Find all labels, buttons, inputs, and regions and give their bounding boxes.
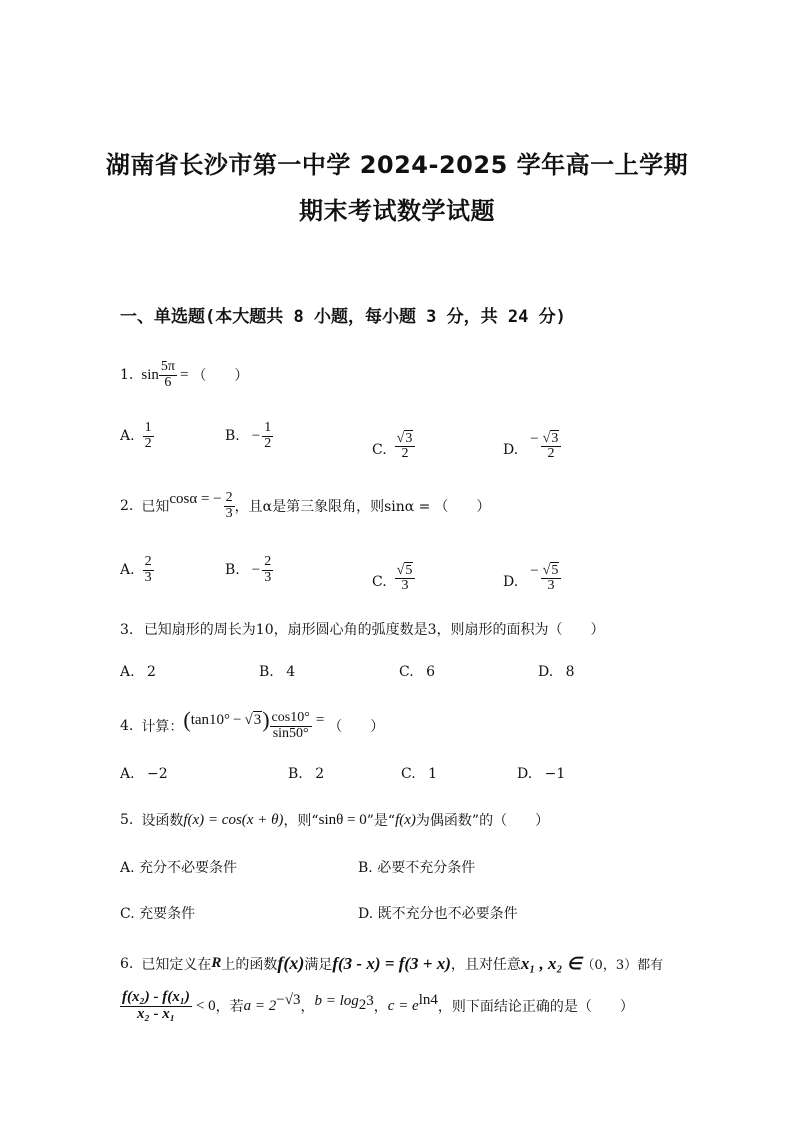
function-expression: f(x) xyxy=(277,953,305,973)
function-expression: f(x) = cos(x + θ) xyxy=(183,811,284,828)
stem-text: ”是“ xyxy=(366,813,396,829)
minus-sign: − xyxy=(251,561,261,578)
stem-text: ，若 xyxy=(215,999,244,1016)
question-stem: 已知扇形的周长为10，扇形圆心角的弧度数是3，则扇形的面积为（ ） xyxy=(143,622,605,638)
option-label: B. xyxy=(225,562,240,578)
fraction: $\frac{2}{3}$ xyxy=(225,489,233,521)
condition: sinθ = 0 xyxy=(318,811,367,828)
question-5 xyxy=(120,810,549,830)
log-argument: 3 xyxy=(366,992,374,1009)
option-value: $\frac{√5}{3}$ xyxy=(541,564,562,594)
question-number: 5. xyxy=(120,812,134,828)
option-c: C. 充要条件 xyxy=(120,906,196,922)
c-exponent: ln4 xyxy=(418,991,438,1008)
question-6 xyxy=(120,953,663,974)
question-3 xyxy=(120,619,605,639)
option-c xyxy=(372,544,415,594)
question-number: 2. xyxy=(120,498,134,514)
sin-func: sin xyxy=(141,366,159,383)
stem-text: 上的函数 xyxy=(221,956,278,973)
option-value: $\frac{1}{2}$ xyxy=(144,419,152,451)
option-value: $\frac{√5}{3}$ xyxy=(395,564,416,594)
option-c: C. 1 xyxy=(401,766,438,782)
question-4 xyxy=(120,704,384,748)
symmetry-equation: f(3 - x) = f(3 + x) xyxy=(332,953,451,973)
option-d: D. 既不充分也不必要条件 xyxy=(358,906,518,922)
question-stem xyxy=(141,360,248,390)
option-c xyxy=(372,412,415,462)
stem-text: ，则下面结论正确的是（ ） xyxy=(437,999,634,1016)
question-2 xyxy=(120,486,490,526)
minus-sign: − xyxy=(251,427,261,444)
option-a xyxy=(120,548,154,592)
option-label: D. xyxy=(503,574,519,590)
stem-text: 满足 xyxy=(304,956,333,973)
option-d: D. −1 xyxy=(517,766,566,782)
inequality: < 0 xyxy=(195,997,216,1014)
a-exponent: −√3 xyxy=(276,991,301,1008)
stem-text: ，则“ xyxy=(283,813,319,829)
paren-expression: ( tan10° − √3 ) xyxy=(183,707,270,732)
difference-quotient: $\frac{\text{f(x₂) - f(x₁)}}{\text{x₂ - x₁}}$ xyxy=(122,989,190,1022)
log-base: 2 xyxy=(358,996,367,1013)
option-label: D. xyxy=(503,442,519,458)
option-value: $\frac{2}{3}$ xyxy=(144,553,152,585)
question-number: 4. xyxy=(120,718,134,734)
document-title-line2: 期末考试数学试题 xyxy=(299,197,495,225)
a-definition: a = 2 xyxy=(243,997,277,1014)
answer-blank: （ ） xyxy=(328,719,385,735)
option-value: $\frac{√3}{2}$ xyxy=(395,432,416,462)
stem-text: 已知定义在 xyxy=(141,956,212,973)
section-heading: 一、单选题(本大题共 8 小题，每小题 3 分，共 24 分) xyxy=(120,307,566,327)
option-a: A. 充分不必要条件 xyxy=(120,860,238,876)
cos-expression: cosα = − xyxy=(169,490,222,507)
equals-sign: = xyxy=(315,711,325,728)
option-label: C. xyxy=(372,574,387,590)
option-b: B. 4 xyxy=(259,664,296,680)
option-label: A. xyxy=(120,562,135,578)
option-b xyxy=(225,414,273,458)
stem-text: ，且对任意 xyxy=(450,956,521,973)
option-b xyxy=(225,548,273,592)
fraction: $\frac{5\pi}{6}$ xyxy=(160,358,175,390)
stem-text: （0，3）都有 xyxy=(581,958,664,973)
minus-sign: − xyxy=(530,563,539,579)
answer-blank: （ ） xyxy=(434,499,491,515)
option-d: D. 8 xyxy=(538,664,575,680)
question-6-continued: $\frac{\text{f(x₂) - f(x₁)}}{\text{x₂ - x₁}}$ < 0 ，若 a = 2 $^{-√3}$ ， b = log $_2$ 3 ， c = e $^{ln4}$ ，则下面结论正确的是（ ） xyxy=(122,989,634,1022)
option-label: A. xyxy=(120,428,135,444)
equals-sign: = xyxy=(179,366,189,383)
option-a: A. 2 xyxy=(120,664,156,680)
question-number: 1. xyxy=(120,367,134,383)
stem-middle: ，且α是第三象限角，则sinα = xyxy=(234,499,431,515)
stem-prefix: 计算： xyxy=(141,719,184,735)
function-expression: f(x) xyxy=(395,811,416,828)
option-value: $\frac{1}{2}$ xyxy=(264,419,272,451)
option-a xyxy=(120,414,154,458)
option-d xyxy=(503,544,561,594)
variables: x₁ , x₂ ∈ xyxy=(520,953,582,973)
c-definition: c = e xyxy=(387,997,419,1014)
minus-sign: − xyxy=(530,431,539,447)
option-value: $\frac{2}{3}$ xyxy=(264,553,272,585)
option-c: C. 6 xyxy=(399,664,436,680)
option-d xyxy=(503,412,561,462)
document-title-line1: 湖南省长沙市第一中学 2024-2025 学年高一上学期 xyxy=(105,151,689,179)
stem-text: 为偶函数”的（ ） xyxy=(415,813,550,829)
option-b: B. 必要不充分条件 xyxy=(358,860,476,876)
real-set-symbol: R xyxy=(211,955,222,971)
fraction: $\frac{\cos 10^\circ}{\sin 50^\circ}$ xyxy=(271,709,310,741)
option-b: B. 2 xyxy=(288,766,325,782)
question-number: 6. xyxy=(120,955,134,972)
option-a: A. −2 xyxy=(120,766,168,782)
b-definition: b = log xyxy=(314,992,359,1009)
option-value: $\frac{√3}{2}$ xyxy=(541,432,562,462)
stem-prefix: 设函数 xyxy=(141,813,184,829)
option-label: C. xyxy=(372,442,387,458)
option-label: B. xyxy=(225,428,240,444)
stem-prefix: 已知 xyxy=(141,499,170,515)
answer-blank: （ ） xyxy=(192,368,249,384)
question-1 xyxy=(120,353,248,397)
question-number: 3. xyxy=(120,622,134,638)
